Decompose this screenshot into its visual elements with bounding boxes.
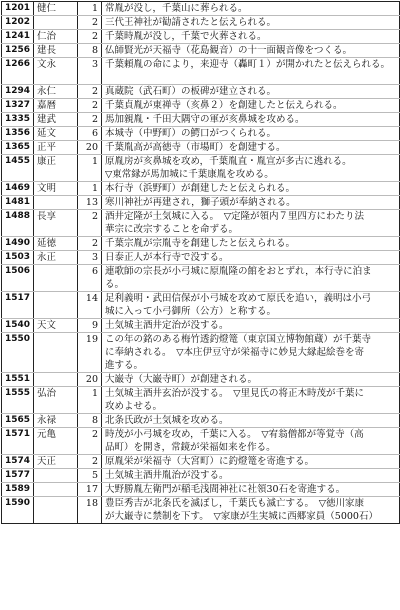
event-text-line: この年の銘のある梅竹透釣燈篭（東京国立博物館蔵）が千葉寺 [105, 334, 372, 345]
event-text-line: が大巌寺に禁制を下す。 ▽家康が生実城に西郷家員（5000石） [105, 511, 378, 522]
era-year-cell: 17 [78, 483, 102, 497]
year-cell: 1256 [2, 44, 34, 58]
year-cell: 1506 [2, 265, 34, 292]
event-text-line: 大野勝胤左衛門が稲毛浅間神社に社領30石を寄進する。 [105, 484, 346, 495]
era-year-cell: 18 [78, 497, 102, 524]
event-cell [102, 182, 400, 196]
era-cell: 天文 [34, 319, 78, 333]
event-text-line: 千葉貞胤が東禅寺（亥鼻２）を創建したと伝えられる。 [105, 100, 343, 111]
event-text-line: 品町）を開き，常鏡が栄福如来を作る。 [105, 442, 276, 453]
table-row [2, 99, 400, 113]
year-cell: 1555 [2, 387, 34, 414]
era-cell: 嘉暦 [34, 99, 78, 113]
table-row [2, 251, 400, 265]
year-cell: 1517 [2, 292, 34, 319]
table-row [2, 292, 400, 319]
year-cell: 1469 [2, 182, 34, 196]
event-text-line: 千葉宗胤が宗胤寺を創建したと伝えられる。 [105, 238, 296, 249]
event-cell [102, 85, 400, 99]
event-text-line: 馬加親胤・千田大隅守の軍が亥鼻城を攻める。 [105, 114, 305, 125]
era-cell: 永仁 [34, 85, 78, 99]
table-row [2, 210, 400, 237]
era-year-cell: 1 [78, 155, 102, 182]
era-year-cell: 3 [78, 58, 102, 85]
event-text-line: 原胤房が亥鼻城を攻め，千葉胤直・胤宣が多古に逃れる。 [105, 156, 352, 167]
event-text-line: る。 [105, 279, 125, 290]
era-year-cell: 2 [78, 210, 102, 237]
era-cell: 永禄 [34, 414, 78, 428]
event-text-line: 仏師賢光が天福寺（花島観音）の十一面観音像をつくる。 [105, 45, 353, 56]
era-cell [34, 16, 78, 30]
event-cell [102, 265, 400, 292]
event-cell [102, 58, 400, 85]
event-text-line: 連歌師の宗長が小弓城に原胤隆の館をおとずれ，本行寺に泊ま [105, 266, 372, 277]
era-cell: 健仁 [34, 2, 78, 16]
event-text-line: 寒川神社が再建され，獅子頭が奉納される。 [105, 197, 296, 208]
table-row [2, 113, 400, 127]
event-cell [102, 387, 400, 414]
year-cell: 1202 [2, 16, 34, 30]
year-cell: 1294 [2, 85, 34, 99]
table-row [2, 483, 400, 497]
year-cell: 1490 [2, 237, 34, 251]
year-cell: 1551 [2, 373, 34, 387]
era-cell: 建武 [34, 113, 78, 127]
table-row [2, 373, 400, 387]
table-row [2, 265, 400, 292]
era-year-cell: 20 [78, 373, 102, 387]
era-year-cell: 1 [78, 182, 102, 196]
event-text-line: ▽東常縁が馬加城に千葉康胤を攻める。 [105, 169, 274, 180]
era-year-cell: 9 [78, 319, 102, 333]
event-cell [102, 333, 400, 373]
table-row [2, 127, 400, 141]
event-text-line: 千葉胤高が高徳寺（市場町）を創建する。 [105, 142, 286, 153]
event-text-line: 三代王神社が勧請されたと伝えられる。 [105, 17, 277, 28]
era-cell [34, 483, 78, 497]
table-row [2, 414, 400, 428]
event-cell [102, 30, 400, 44]
year-cell: 1488 [2, 210, 34, 237]
era-year-cell: 2 [78, 428, 102, 455]
event-cell [102, 141, 400, 155]
era-cell [34, 373, 78, 387]
era-year-cell: 20 [78, 141, 102, 155]
event-text-line: 原胤栄が栄福寺（大宮町）に釣燈篭を寄進する。 [105, 456, 315, 467]
year-cell: 1590 [2, 497, 34, 524]
era-cell [34, 497, 78, 524]
event-text-line [105, 71, 396, 84]
table-row [2, 2, 400, 16]
year-cell: 1266 [2, 58, 34, 85]
year-cell: 1201 [2, 2, 34, 16]
event-text-line: 本行寺（浜野町）が創建したと伝えられる。 [105, 183, 296, 194]
event-text-line: 華宗に改宗することを命ずる。 [105, 224, 239, 235]
era-year-cell: 6 [78, 265, 102, 292]
year-cell: 1540 [2, 319, 34, 333]
event-text-line: 北条氏政が土気城を攻める。 [105, 415, 229, 426]
event-cell [102, 373, 400, 387]
table-row [2, 469, 400, 483]
chronology-table-wrap [1, 1, 399, 524]
era-year-cell: 14 [78, 292, 102, 319]
event-text-line: 攻めよせる。 [105, 401, 163, 412]
table-row [2, 155, 400, 182]
year-cell: 1503 [2, 251, 34, 265]
event-text-line: 大巌寺（大巌寺町）が創建される。 [105, 374, 258, 385]
era-year-cell: 13 [78, 196, 102, 210]
year-cell: 1589 [2, 483, 34, 497]
table-row [2, 237, 400, 251]
era-cell: 文永 [34, 58, 78, 85]
event-text-line: 足利義明・武田信保が小弓城を攻めて原氏を追い，義明は小弓 [105, 293, 372, 304]
event-cell [102, 16, 400, 30]
era-cell: 仁治 [34, 30, 78, 44]
event-text-line: 城に入って小弓御所（公方）と称する。 [105, 306, 277, 317]
event-cell [102, 483, 400, 497]
event-text-line: 日泰正人が本行寺で没する。 [105, 252, 229, 263]
event-cell [102, 497, 400, 524]
era-cell: 元亀 [34, 428, 78, 455]
event-cell [102, 251, 400, 265]
event-cell [102, 469, 400, 483]
event-text-line: 土気城主酒井胤治が没する。 [105, 470, 229, 481]
era-year-cell: 2 [78, 99, 102, 113]
table-row [2, 30, 400, 44]
era-year-cell: 2 [78, 237, 102, 251]
table-row [2, 428, 400, 455]
year-cell: 1574 [2, 455, 34, 469]
era-cell: 延文 [34, 127, 78, 141]
event-cell [102, 428, 400, 455]
year-cell: 1356 [2, 127, 34, 141]
event-text-line: 土気城主酒井玄治が没する。 ▽里見氏の将正木時茂が千葉に [105, 388, 365, 399]
event-text-line: 常胤が没し，千葉山に葬られる。 [105, 3, 248, 14]
era-year-cell: 3 [78, 251, 102, 265]
era-cell: 文明 [34, 182, 78, 196]
era-year-cell: 2 [78, 455, 102, 469]
table-row [2, 387, 400, 414]
era-cell [34, 265, 78, 292]
table-row [2, 16, 400, 30]
year-cell: 1335 [2, 113, 34, 127]
table-row [2, 319, 400, 333]
event-cell [102, 210, 400, 237]
era-cell [34, 292, 78, 319]
event-cell [102, 2, 400, 16]
event-text-line: に奉納される。 ▽本庄伊豆守が栄福寺に妙見大縁起絵巻を寄 [105, 347, 365, 358]
table-row [2, 196, 400, 210]
event-cell [102, 196, 400, 210]
table-row [2, 182, 400, 196]
chronology-table [1, 1, 400, 524]
year-cell: 1327 [2, 99, 34, 113]
year-cell: 1550 [2, 333, 34, 373]
era-year-cell: 8 [78, 44, 102, 58]
year-cell: 1577 [2, 469, 34, 483]
era-year-cell: 2 [78, 30, 102, 44]
era-year-cell: 2 [78, 113, 102, 127]
year-cell: 1565 [2, 414, 34, 428]
event-text-line: 進する。 [105, 360, 144, 371]
table-row [2, 44, 400, 58]
event-cell [102, 414, 400, 428]
era-year-cell: 2 [78, 85, 102, 99]
year-cell: 1241 [2, 30, 34, 44]
era-year-cell: 19 [78, 333, 102, 373]
event-cell [102, 319, 400, 333]
era-year-cell: 2 [78, 16, 102, 30]
era-cell: 永正 [34, 251, 78, 265]
table-row [2, 497, 400, 524]
era-cell: 長享 [34, 210, 78, 237]
era-cell [34, 469, 78, 483]
table-row [2, 85, 400, 99]
era-cell: 弘治 [34, 387, 78, 414]
event-text-line: 千葉時胤が没し，千葉で火葬される。 [105, 31, 267, 42]
table-row [2, 333, 400, 373]
event-text-line: 土気城主酒井定治が没する。 [105, 320, 229, 331]
table-row [2, 141, 400, 155]
chronology-body [2, 2, 400, 524]
era-year-cell: 1 [78, 387, 102, 414]
event-text-line: 時茂が小弓城を攻め，千葉に入る。 ▽宥翁僧都が等覚寺（高 [105, 429, 364, 440]
event-cell [102, 113, 400, 127]
era-cell: 延徳 [34, 237, 78, 251]
event-cell [102, 237, 400, 251]
event-text-line: 豊臣秀吉が北条氏を滅ぼし，千葉氏も滅亡する。 ▽徳川家康 [105, 498, 365, 509]
table-row [2, 58, 400, 85]
era-year-cell: 1 [78, 2, 102, 16]
year-cell: 1455 [2, 155, 34, 182]
event-text-line: 本城寺（中野町）の鰐口がつくられる。 [105, 128, 277, 139]
era-cell [34, 333, 78, 373]
event-cell [102, 155, 400, 182]
era-cell: 康正 [34, 155, 78, 182]
event-cell [102, 455, 400, 469]
era-year-cell: 8 [78, 414, 102, 428]
event-cell [102, 292, 400, 319]
era-year-cell: 6 [78, 127, 102, 141]
event-cell [102, 127, 400, 141]
era-cell: 建長 [34, 44, 78, 58]
era-cell: 天正 [34, 455, 78, 469]
event-text-line: 千葉頼胤の命により，来迎寺（轟町１）が開かれたと伝えられる。 [105, 59, 391, 70]
year-cell: 1365 [2, 141, 34, 155]
table-row [2, 455, 400, 469]
year-cell: 1481 [2, 196, 34, 210]
event-cell [102, 44, 400, 58]
year-cell: 1571 [2, 428, 34, 455]
event-cell [102, 99, 400, 113]
event-text-line: 酒井定隆が土気城に入る。 ▽定隆が領内７里四方にわたり法 [105, 211, 365, 222]
era-cell: 正平 [34, 141, 78, 155]
era-cell [34, 196, 78, 210]
era-year-cell: 5 [78, 469, 102, 483]
event-text-line: 真蔵院（武石町）の板碑が建立される。 [105, 86, 277, 97]
